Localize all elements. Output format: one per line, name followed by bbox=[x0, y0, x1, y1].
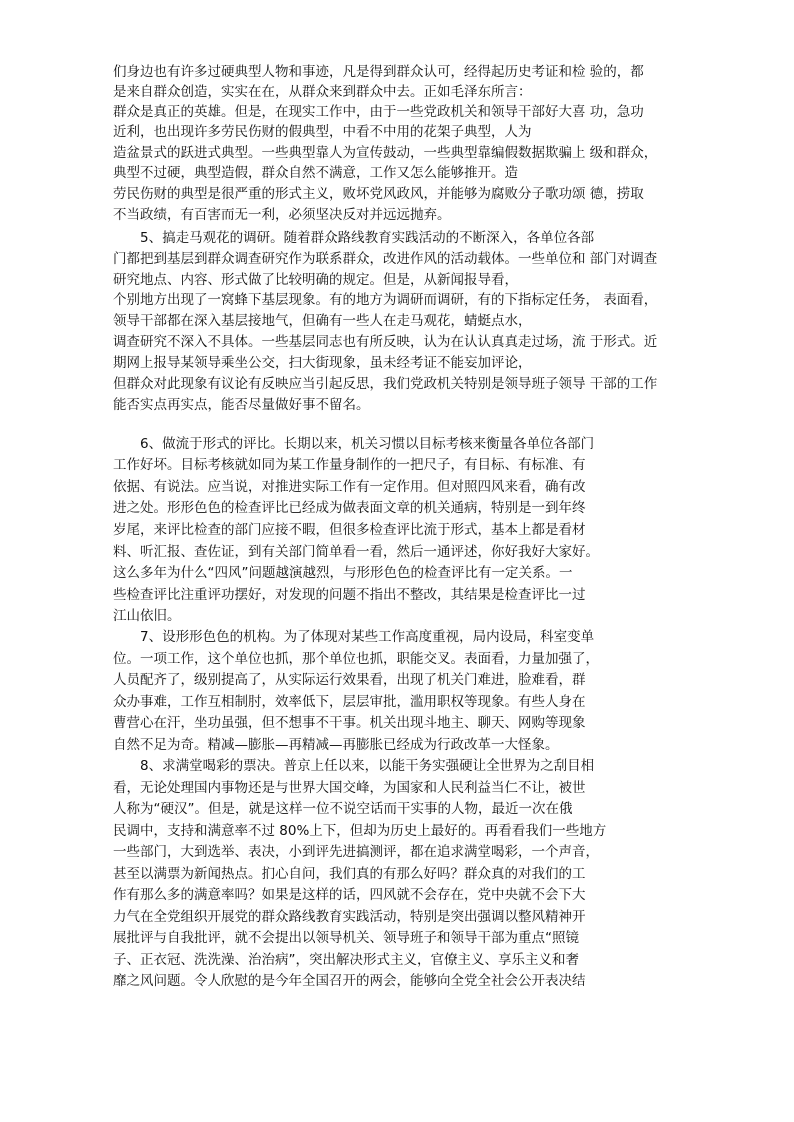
text-line: 力气在全党组织开展党的群众路线教育实践活动，特别是突出强调以整风精神开 bbox=[113, 909, 586, 925]
text-line: 靡之风问题。令人欣慰的是今年全国召开的两会，能够向全党全社会公开表决结 bbox=[113, 973, 586, 989]
text-line: 作有那么多的满意率吗？如果是这样的话，四风就不会存在，党中央就不会下大 bbox=[113, 887, 586, 903]
text-line: 劳民伤财的典型是很严重的形式主义，败坏党风政风，并能够为腐败分子歌功颂 德，捞取 bbox=[113, 186, 644, 202]
text-line: 众办事难，工作互相制肘，效率低下，层层审批，滥用职权等现象。有些人身在 bbox=[113, 694, 586, 710]
text-line: 近利，也出现许多劳民伤财的假典型，中看不中用的花架子典型，人为 bbox=[113, 124, 532, 140]
text-line: 料、听汇报、查佐证，到有关部门简单看一看，然后一通评述，你好我好大家好。 bbox=[113, 544, 599, 560]
text-line: 甚至以满票为新闻热点。扪心自问，我们真的有那么好吗？群众真的对我们的工 bbox=[113, 866, 586, 882]
text-line: 门都把到基层到群众调查研究作为联系群众，改进作风的活动载体。一些单位和 部门对调查 bbox=[113, 251, 658, 267]
text-line: 些检查评比注重评功摆好，对发现的问题不指出不整改，其结果是检查评比一过 bbox=[113, 587, 586, 603]
text-line: 民调中，支持和满意率不过 80%上下，但却为历史上最好的。再看看我们一些地方 bbox=[113, 823, 607, 839]
text-line: 不当政绩，有百害而无一利，必须坚决反对并远远抛弃。 bbox=[113, 207, 451, 223]
text-line: 调查研究不深入不具体。一些基层同志也有所反映，认为在认认真真走过场，流 于形式。近 bbox=[113, 334, 658, 350]
text-line: 子、正衣冠、洗洗澡、治治病”，突出解决形式主义，官僚主义、享乐主义和奢 bbox=[113, 952, 579, 968]
text-line: 工作好坏。目标考核就如同为某工作量身制作的一把尺子，有目标、有标准、有 bbox=[113, 457, 586, 473]
text-line: 展批评与自我批评，就不会提出以领导机关、领导班子和领导干部为重点“照镜 bbox=[113, 930, 579, 946]
text-line: 领导干部都在深入基层接地气，但确有一些人在走马观花，蜻蜓点水， bbox=[113, 313, 532, 329]
text-line: 人员配齐了，级别提高了，从实际运行效果看，出现了机关门难进，脸难看，群 bbox=[113, 672, 586, 688]
text-line: 位。一项工作，这个单位也抓，那个单位也抓，职能交叉。表面看，力量加强了， bbox=[113, 651, 599, 667]
section-heading-8: 8、求满堂喝彩的票决。普京上任以来，以能干务实强硬让全世界为之刮目相 bbox=[140, 758, 595, 774]
text-line: 是来自群众创造，实实在在，从群众来到群众中去。正如毛泽东所言： bbox=[113, 84, 532, 100]
text-line: 进之处。形形色色的检查评比已经成为做表面文章的机关通病，特别是一到年终 bbox=[113, 500, 586, 516]
text-line: 江山依旧。 bbox=[113, 608, 181, 624]
section-heading-6: 6、做流于形式的评比。长期以来，机关习惯以目标考核来衡量各单位各部门 bbox=[140, 436, 595, 452]
text-line: 一些部门，大到选举、表决，小到评先进搞测评，都在追求满堂喝彩，一个声音， bbox=[113, 844, 599, 860]
text-line: 典型不过硬，典型造假，群众自然不满意，工作又怎么能够推开。造 bbox=[113, 165, 518, 181]
text-line: 这么多年为什么“四风”问题越演越烈，与形形色色的检查评比有一定关系。一 bbox=[113, 565, 573, 581]
text-line: 群众是真正的英雄。但是，在现实工作中，由于一些党政机关和领导干部好大喜 功，急功 bbox=[113, 104, 644, 120]
text-line: 期网上报导某领导乘坐公交，扫大街现象，虽未经考证不能妄加评论， bbox=[113, 355, 532, 371]
text-line: 个别地方出现了一窝蜂下基层现象。有的地方为调研而调研，有的下指标定任务， 表面看， bbox=[113, 292, 658, 308]
text-line: 研究地点、内容、形式做了比较明确的规定。但是，从新闻报导看， bbox=[113, 272, 518, 288]
text-line: 岁尾，来评比检查的部门应接不暇，但很多检查评比流于形式，基本上都是看材 bbox=[113, 522, 586, 538]
text-line: 依据、有说法。应当说，对推进实际工作有一定作用。但对照四风来看，确有改 bbox=[113, 479, 586, 495]
text-line: 看，无论处理国内事物还是与世界大国交峰，为国家和人民利益当仁不让，被世 bbox=[113, 780, 586, 796]
text-line: 能否实点再实点，能否尽量做好事不留名。 bbox=[113, 397, 370, 413]
text-line: 们身边也有许多过硬典型人物和事迹，凡是得到群众认可，经得起历史考证和检 验的，都 bbox=[113, 64, 644, 80]
section-heading-5: 5、搞走马观花的调研。随着群众路线教育实践活动的不断深入，各单位各部 bbox=[140, 230, 595, 246]
text-line: 自然不足为奇。精减—膨胀—再精减—再膨胀已经成为行政改革一大怪象。 bbox=[113, 737, 559, 753]
section-heading-7: 7、设形形色色的机构。为了体现对某些工作高度重视，局内设局，科室变单 bbox=[140, 629, 595, 645]
text-line: 人称为“硬汉”。但是，就是这样一位不说空话而干实事的人物，最近一次在俄 bbox=[113, 801, 573, 817]
text-line: 造盆景式的跃进式典型。一些典型靠人为宣传鼓动，一些典型靠编假数据欺骗上 级和群众， bbox=[113, 145, 658, 161]
text-line: 曹营心在汗，坐功虽强，但不想事不干事。机关出现斗地主、聊天、网购等现象 bbox=[113, 715, 586, 731]
text-line: 但群众对此现象有议论有反映应当引起反思，我们党政机关特别是领导班子领导 干部的工作 bbox=[113, 376, 658, 392]
